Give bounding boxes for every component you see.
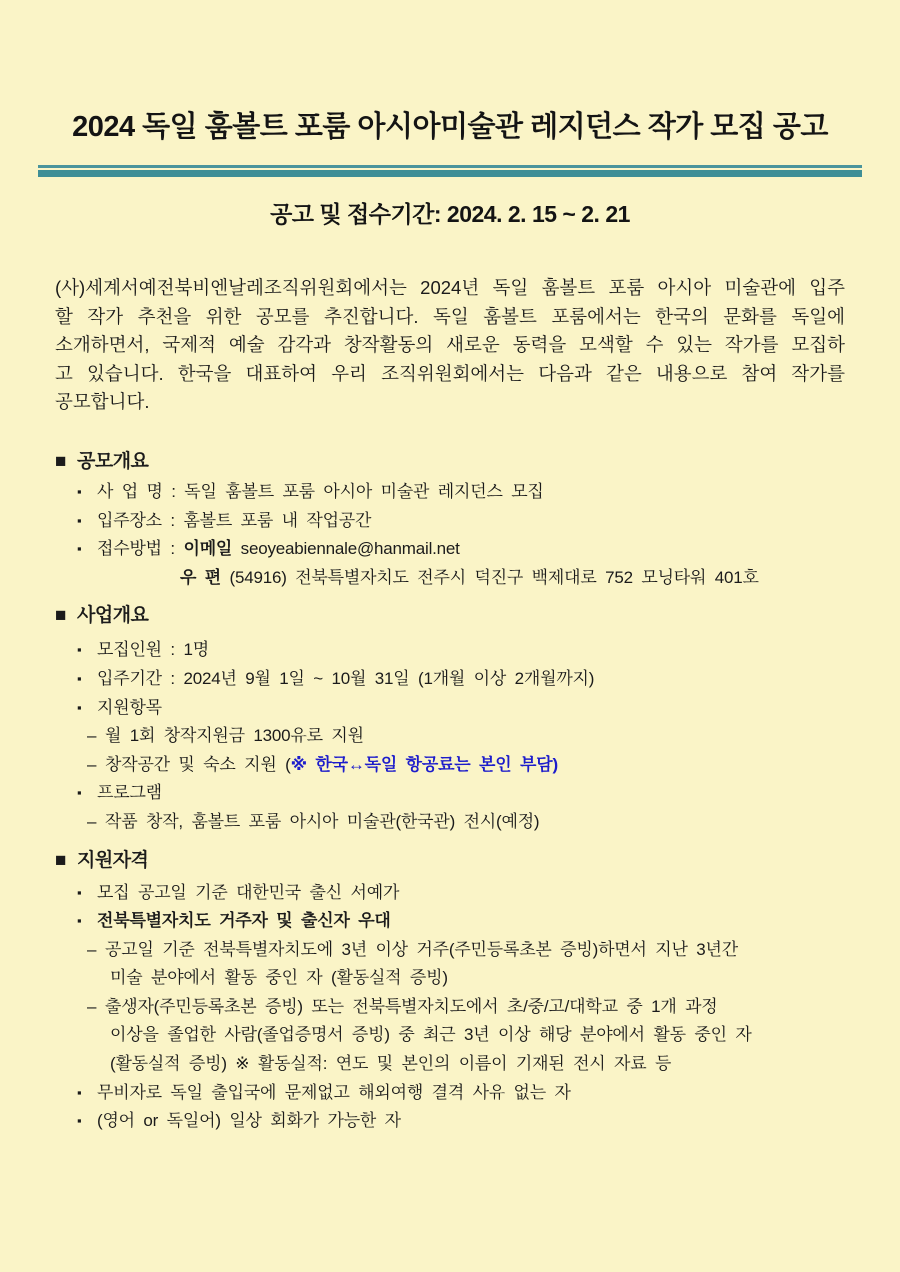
list-item-apply-method xyxy=(55,535,860,564)
list-item-business-name: ▪ 사 업 명 : 독일 훔볼트 포룸 아시아 미술관 레지던스 모집 xyxy=(55,478,860,507)
sub-item-program-detail: – 작품 창작, 훔볼트 포룸 아시아 미술관(한국관) 전시(예정) xyxy=(55,808,860,837)
intro-line: 고 있습니다. 한국을 대표하여 우리 조직위원회에서는 다음과 같은 내용으로 참여 작가를 xyxy=(55,362,845,384)
square-bullet-icon: ■ xyxy=(55,450,66,472)
square-bullet-icon: ■ xyxy=(55,605,66,627)
list-item-visa: ▪ 무비자로 독일 출입국에 문제없고 해외여행 결격 사유 없는 자 xyxy=(55,1079,860,1108)
intro-paragraph xyxy=(55,274,845,417)
overview-item-list xyxy=(55,478,860,592)
postal-label: 우 편 xyxy=(180,567,221,587)
section-heading-label: 공모개요 xyxy=(76,450,149,472)
apply-method-label: 접수방법 : xyxy=(97,539,184,559)
list-item-postal-address xyxy=(55,564,860,593)
sub-item-residency-line1: – 공고일 기준 전북특별자치도에 3년 이상 거주(주민등록초본 증빙)하면서 지난 3년간 xyxy=(55,936,860,965)
list-item-nationality: ▪ 모집 공고일 기준 대한민국 출신 서예가 xyxy=(55,879,860,908)
title-divider-rule xyxy=(38,165,862,177)
apply-email-label: 이메일 xyxy=(183,539,233,559)
document-title: 2024 독일 훔볼트 포룸 아시아미술관 레지던스 작가 모집 공고 xyxy=(72,111,828,143)
section-heading-overview xyxy=(55,450,900,474)
list-item-period: ▪ 입주기간 : 2024년 9월 1일 ~ 10월 31일 (1개월 이상 2개월까지) xyxy=(55,665,860,694)
intro-line: 공모합니다. xyxy=(55,391,150,413)
apply-email-address: seoyeabiennale@hanmail.net xyxy=(232,539,460,559)
list-item-capacity: ▪ 모집인원 : 1명 xyxy=(55,636,860,665)
airfare-notice-highlight: ※ 한국↔독일 항공료는 본인 부담) xyxy=(290,754,558,774)
section-heading-eligibility xyxy=(55,849,900,873)
intro-line: 소개하면서, 국제적 예술 감각과 창작활동의 새로운 동력을 모색할 수 있는 작가를 모집하 xyxy=(55,334,845,356)
list-item-location: ▪ 입주장소 : 홈볼트 포룸 내 작업공간 xyxy=(55,507,860,536)
application-period-subtitle: 공고 및 접수기간: 2024. 2. 15 ~ 2. 21 xyxy=(270,201,630,227)
support-space-text: 창작공간 및 숙소 지원 ( xyxy=(105,754,291,774)
section-heading-label: 지원자격 xyxy=(76,849,149,871)
sub-item-birth-line3: (활동실적 증빙) ※ 활동실적: 연도 및 본인의 이름이 기재된 전시 자료 등 xyxy=(110,1054,672,1074)
divider-thick-line xyxy=(38,170,862,177)
sub-item-residency-line2: 미술 분야에서 활동 중인 자 (활동실적 증빙) xyxy=(110,968,448,988)
sub-item-birth-line2: 이상을 졸업한 사람(졸업증명서 증빙) 중 최근 3년 이상 해당 분야에서 활동 중인 자 xyxy=(110,1025,752,1045)
section-heading-business xyxy=(55,604,900,628)
intro-line: (사)세계서예전북비엔날레조직위원회에서는 2024년 독일 훔볼트 포룸 아시아 미술관에 입주 xyxy=(55,277,845,298)
section-heading-label: 사업개요 xyxy=(76,605,149,627)
eligibility-item-list xyxy=(55,879,860,1136)
list-item-language: ▪ (영어 or 독일어) 일상 회화가 가능한 자 xyxy=(55,1107,860,1136)
intro-line: 할 작가 추천을 위한 공모를 추진합니다. 독일 훔볼트 포룸에서는 한국의 문화를 독일에 xyxy=(55,305,845,327)
list-item-support-label: ▪ 지원항목 xyxy=(55,694,860,723)
sub-item-support-grant: – 월 1회 창작지원금 1300유로 지원 xyxy=(55,722,860,751)
business-item-list xyxy=(55,636,860,836)
list-item-program-label: ▪ 프로그램 xyxy=(55,779,860,808)
list-item-jeonbuk-priority: ▪ 전북특별자치도 거주자 및 출신자 우대 xyxy=(55,907,860,936)
square-bullet-icon: ■ xyxy=(55,849,66,871)
postal-address: (54916) 전북특별자치도 전주시 덕진구 백제대로 752 모닝타워 401호 xyxy=(220,567,759,587)
sub-item-support-space xyxy=(55,751,860,780)
sub-item-birth-line1: – 출생자(주민등록초본 증빙) 또는 전북특별자치도에서 초/중/고/대학교 중 1개 과정 xyxy=(55,993,860,1022)
